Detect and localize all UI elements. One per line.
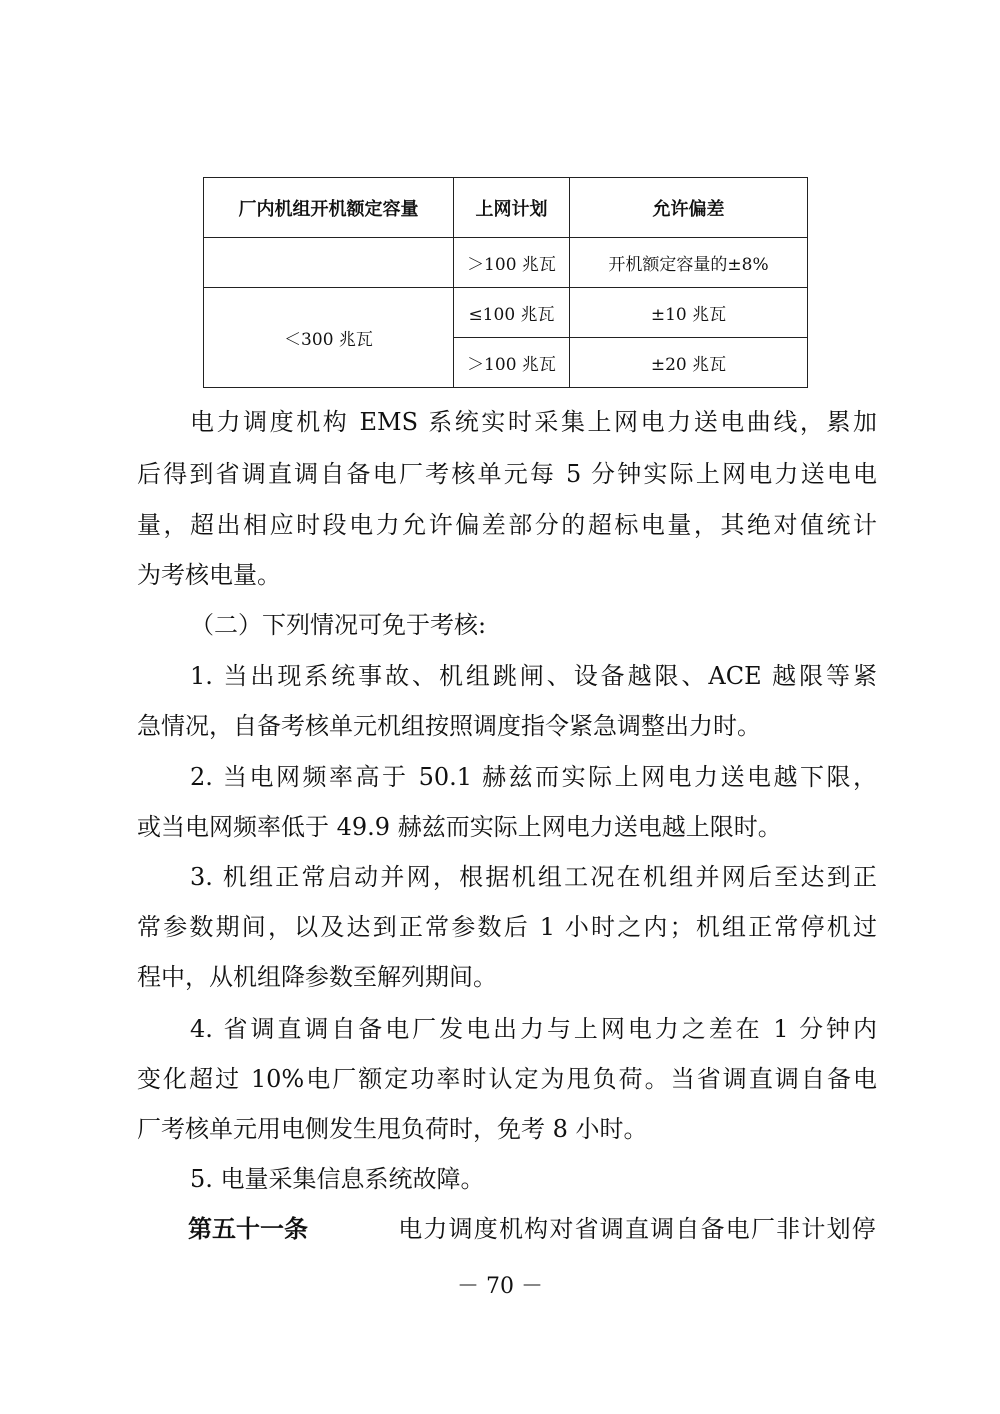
item3-line3: 程中，从机组降参数至解列期间。: [137, 963, 497, 991]
cell-plan-2: ≤100 兆瓦: [454, 288, 570, 338]
article-text: 电力调度机构对省调直调自备电厂非计划停: [398, 1215, 877, 1243]
item3-line1: 3. 机组正常启动并网，根据机组工况在机组并网后至达到正: [190, 863, 877, 891]
cell-plan-1: ＞100 兆瓦: [454, 238, 570, 288]
item2-line2: 或当电网频率低于 49.9 赫兹而实际上网电力送电越上限时。: [137, 813, 782, 841]
item5-line1: 5. 电量采集信息系统故障。: [190, 1165, 485, 1193]
page-number: － 70 －: [457, 1274, 543, 1299]
item4-line2: 变化超过 10%电厂额定功率时认定为甩负荷。当省调直调自备电: [137, 1065, 877, 1093]
item4-line3: 厂考核单元用电侧发生甩负荷时，免考 8 小时。: [137, 1115, 648, 1143]
table-header-row: [204, 178, 808, 238]
cell-plan-3: ＞100 兆瓦: [454, 338, 570, 388]
item3-line2: 常参数期间，以及达到正常参数后 1 小时之内；机组正常停机过: [137, 913, 877, 941]
table-row: [204, 238, 808, 288]
article-51-line: [188, 1214, 877, 1244]
header-plan: 上网计划: [454, 178, 570, 238]
para1-line2: 后得到省调直调自备电厂考核单元每 5 分钟实际上网电力送电电: [137, 460, 877, 488]
item4-line1: 4. 省调直调自备电厂发电出力与上网电力之差在 1 分钟内: [190, 1015, 877, 1043]
header-capacity: 厂内机组开机额定容量: [204, 178, 454, 238]
cell-capacity-1: [204, 238, 454, 288]
para1-line4: 为考核电量。: [137, 561, 281, 589]
cell-deviation-2: ±10 兆瓦: [570, 288, 808, 338]
cell-deviation-1: 开机额定容量的±8%: [570, 238, 808, 288]
header-deviation: 允许偏差: [570, 178, 808, 238]
item2-line1: 2. 当电网频率高于 50.1 赫兹而实际上网电力送电越下限，: [190, 763, 877, 791]
para1-line1: 电力调度机构 EMS 系统实时采集上网电力送电曲线，累加: [190, 408, 877, 436]
section-heading: （二）下列情况可免于考核:: [190, 611, 487, 639]
item1-line2: 急情况，自备考核单元机组按照调度指令紧急调整出力时。: [137, 712, 761, 740]
item1-line1: 1. 当出现系统事故、机组跳闸、设备越限、ACE 越限等紧: [190, 662, 877, 690]
table-row: [204, 288, 808, 338]
cell-deviation-3: ±20 兆瓦: [570, 338, 808, 388]
cell-capacity-2: ＜300 兆瓦: [204, 288, 454, 388]
article-title: 第五十一条: [188, 1215, 308, 1243]
para1-line3: 量，超出相应时段电力允许偏差部分的超标电量，其绝对值统计: [137, 511, 877, 539]
deviation-table: [203, 177, 808, 388]
